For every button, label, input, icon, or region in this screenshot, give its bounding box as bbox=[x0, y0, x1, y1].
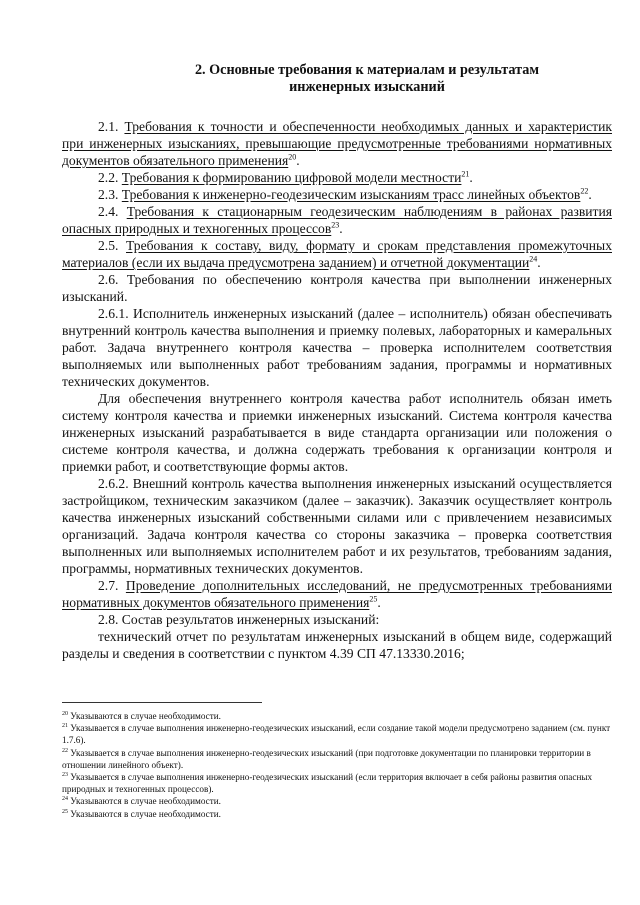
paragraph-2-1: 2.1. Требования к точности и обеспеченности необходимых данных и характеристик при инженерных изысканиях, превышающие предусмотренные требованиями нормативных документов обязательного применения$^{20}$. bbox=[62, 119, 612, 168]
footnote-22: $^{22}$ Указывается в случае выполнения инженерно-геодезических изысканий (при подготовке документации по планировки территории в отношении линейного объект). bbox=[62, 747, 591, 770]
footnote-24: $^{24}$ Указываются в случае необходимости. bbox=[62, 796, 221, 807]
footnote-ref-22[interactable]: 22 bbox=[580, 186, 589, 196]
requirement-text-underlined: Требования к точности и обеспеченности необходимых данных и характеристик при инженерных изысканиях, превышающие предусмотренные требованиями нормативных документов обязательного применения bbox=[62, 119, 612, 168]
section-title-line-1: 2. Основные требования к материалам и результатам bbox=[194, 62, 540, 78]
paragraph-2-7: 2.7. Проведение дополнительных исследований, не предусмотренных требованиями нормативных документов обязательного применения$^{25}$. bbox=[62, 578, 612, 610]
footnote-25: $^{25}$ Указываются в случае необходимости. bbox=[62, 808, 221, 819]
paragraph-2-6-1: 2.6.1. Исполнитель инженерных изысканий (далее – исполнитель) обязан обеспечивать внутренний контроль качества выполнения и приемку полевых, лабораторных и камеральных работ. Задача внутреннего контроля качества – проверка исполнителем соответствия выполняемых или выполненных работ требованиям задания, программы и нормативных технических документов. bbox=[62, 306, 612, 389]
requirement-text-underlined: Требования к составу, виду, формату и срокам представления промежуточных материалов (если их выдача предусмотрена заданием) и отчетной документации bbox=[62, 238, 612, 270]
paragraph-2-6: 2.6. Требования по обеспечению контроля качества при выполнении инженерных изысканий. bbox=[62, 272, 612, 304]
footnote-ref-20[interactable]: 20 bbox=[288, 152, 297, 162]
footnote-21: $^{21}$ Указывается в случае выполнения инженерно-геодезических изысканий, если создание такой модели предусмотрено заданием (см. пункт 1.7.6). bbox=[62, 723, 611, 746]
requirement-text-underlined: Требования к стационарным геодезическим наблюдениям в районах развития опасных природных и техногенных процессов bbox=[62, 204, 612, 236]
paragraph-2-6-2: 2.6.2. Внешний контроль качества выполнения инженерных изысканий осуществляется застройщиком, техническим заказчиком (далее – заказчик). Заказчик осуществляет контроль качества инженерных изысканий собственными силами или с привлечением независимых организаций. Задача контроля качества со стороны заказчика – проверка соответствия выполненных или выполняемых исполнителем работ и их результатов, требованиям задания, программы, нормативных технических документов. bbox=[62, 476, 612, 576]
section-title-line-2: инженерных изысканий bbox=[289, 79, 445, 95]
paragraph-2-4: 2.4. Требования к стационарным геодезическим наблюдениям в районах развития опасных природных и техногенных процессов$^{23}$. bbox=[62, 204, 612, 236]
paragraph-technical-report: технический отчет по результатам инженерных изысканий в общем виде, содержащий разделы и сведения в соответствии с пунктом 4.39 СП 47.13330.2016; bbox=[62, 629, 612, 661]
footnote-ref-24[interactable]: 24 bbox=[529, 254, 538, 264]
footnote-23: $^{23}$ Указывается в случае выполнения инженерно-геодезических изысканий (если территория включает в себя районы развития опасных природных и техногенных процессов). bbox=[62, 771, 593, 795]
paragraph-2-5: 2.5. Требования к составу, виду, формату и срокам представления промежуточных материалов (если их выдача предусмотрена заданием) и отчетной документации$^{24}$. bbox=[62, 238, 612, 270]
paragraph-2-8: 2.8. Состав результатов инженерных изысканий: bbox=[98, 612, 380, 627]
requirement-text-underlined: Требования к инженерно-геодезическим изысканиям трасс линейных объектов bbox=[121, 187, 581, 202]
footnotes bbox=[62, 710, 612, 820]
footnote-separator bbox=[62, 702, 262, 703]
requirement-text-underlined: Требования к формированию цифровой модели местности bbox=[121, 170, 462, 185]
footnote-ref-21[interactable]: 21 bbox=[461, 169, 470, 179]
footnote-20: $^{20}$ Указываются в случае необходимости. bbox=[62, 710, 221, 721]
paragraph-2-2: 2.2. Требования к формированию цифровой модели местности$^{21}$. bbox=[98, 169, 473, 185]
paragraph-internal-control: Для обеспечения внутреннего контроля качества работ исполнитель обязан иметь систему контроля качества и приемки инженерных изысканий. Система контроля качества инженерных изысканий разрабатывается в виде стандарта организации или положения о системе контроля качества, и должна содержать требования к организации контроля и приемки работ, и соответствующие формы актов. bbox=[62, 391, 612, 474]
requirement-text-underlined: Проведение дополнительных исследований, не предусмотренных требованиями нормативных документов обязательного применения bbox=[62, 578, 612, 610]
footnote-ref-23[interactable]: 23 bbox=[331, 220, 340, 230]
footnote-ref-25[interactable]: 25 bbox=[369, 594, 378, 604]
section-title bbox=[122, 62, 612, 96]
document-body bbox=[62, 118, 612, 662]
paragraph-2-3: 2.3. Требования к инженерно-геодезическим изысканиям трасс линейных объектов$^{22}$. bbox=[98, 186, 592, 202]
